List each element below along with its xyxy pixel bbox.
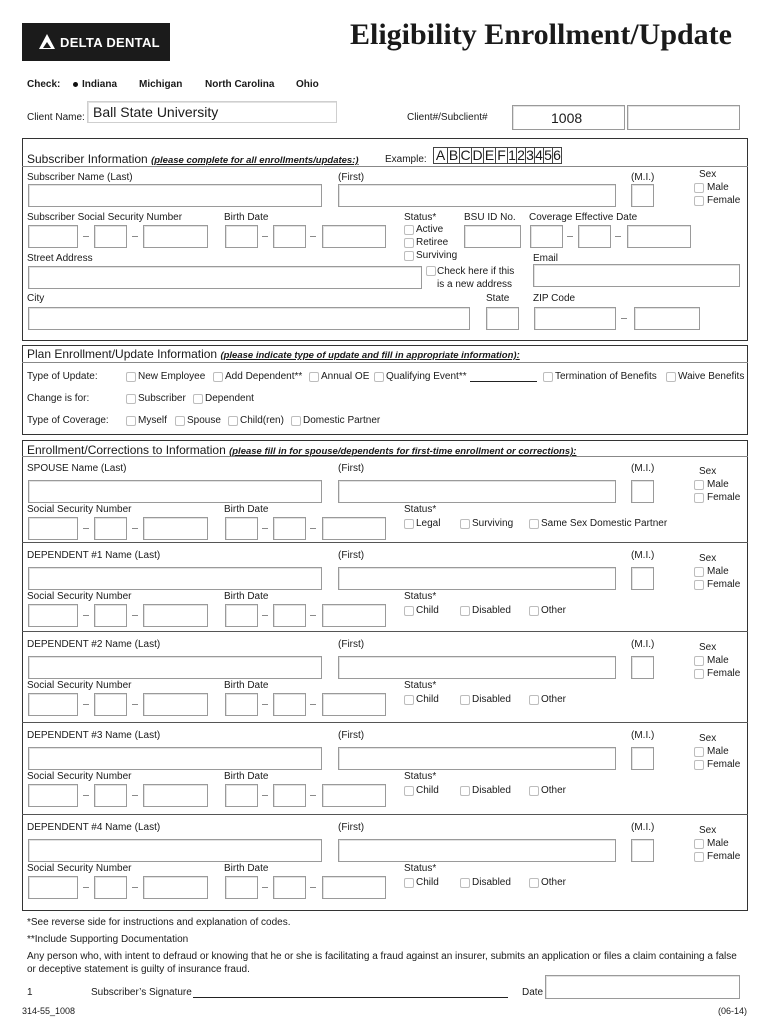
spouse-birth-year[interactable]	[322, 517, 386, 540]
city-label: City	[27, 293, 45, 304]
subscriber-first-name-input[interactable]	[338, 184, 616, 207]
dependent-1-birth-year[interactable]	[322, 604, 386, 627]
spouse-ssn-part3[interactable]	[143, 517, 208, 540]
change-dependent-label: Dependent	[205, 393, 254, 404]
spouse-last-name-input[interactable]	[28, 480, 322, 503]
dependent-2-birth-day[interactable]	[273, 693, 306, 716]
footer-note-documentation: **Include Supporting Documentation	[27, 934, 189, 945]
field-separator	[83, 615, 89, 616]
dependent-3-ssn-part2[interactable]	[94, 784, 127, 807]
dependent-3-last-label: DEPENDENT #3 Name (Last)	[27, 730, 161, 741]
dependent-3-male-checkbox[interactable]	[694, 747, 704, 757]
plan-heading: Plan Enrollment/Update Information (please indicate type of update and fill in appropriate information):	[27, 347, 520, 361]
state-michigan[interactable]: Michigan	[139, 79, 183, 90]
footer-note-codes: *See reverse side for instructions and explanation of codes.	[27, 917, 291, 928]
dependent-2-ssn-part1[interactable]	[28, 693, 78, 716]
coverage-spouse-checkbox[interactable]	[175, 416, 185, 426]
dependent-1-ssn-part2[interactable]	[94, 604, 127, 627]
spouse-status-legal-checkbox[interactable]	[404, 519, 414, 529]
signature-label: Subscriber’s Signature	[91, 987, 192, 998]
revision-code: (06-14)	[718, 1006, 748, 1016]
dependent-1-status-other-checkbox[interactable]	[529, 606, 539, 616]
spouse-mi-label: (M.I.)	[631, 463, 655, 474]
field-separator	[310, 887, 316, 888]
example-char-box: 1	[508, 147, 516, 163]
dependent-1-female-checkbox[interactable]	[694, 580, 704, 590]
example-char-box: D	[472, 147, 483, 163]
field-separator	[132, 704, 138, 705]
bsu-id-input[interactable]	[464, 225, 521, 248]
field-separator	[132, 795, 138, 796]
spouse-status-surviving-checkbox[interactable]	[460, 519, 470, 529]
subscriber-last-name-input[interactable]	[28, 184, 322, 207]
field-separator	[310, 704, 316, 705]
dependent-4-status-disabled-checkbox[interactable]	[460, 878, 470, 888]
status-surviving-checkbox[interactable]	[404, 251, 414, 261]
dependent-4-status-other-label: Other	[541, 877, 567, 888]
dependent-3-ssn-part1[interactable]	[28, 784, 78, 807]
dependent-2-male-label: Male	[707, 655, 729, 666]
field-separator	[310, 615, 316, 616]
subscriber-sex-label: Sex	[699, 169, 717, 180]
dependent-1-mi-input[interactable]	[631, 567, 654, 590]
dependent-3-status-disabled-label: Disabled	[472, 785, 511, 796]
example-char-box: F	[495, 147, 508, 164]
dependent-3-female-label: Female	[707, 759, 741, 770]
spouse-status-same-sex-partner-checkbox[interactable]	[529, 519, 539, 529]
subscriber-female-checkbox[interactable]	[694, 196, 704, 206]
spouse-mi-input[interactable]	[631, 480, 654, 503]
dependent-3-first-name-input[interactable]	[338, 747, 616, 770]
dependent-1-birth-month[interactable]	[225, 604, 258, 627]
dependent-2-status-disabled-checkbox[interactable]	[460, 695, 470, 705]
dependent-2-ssn-part2[interactable]	[94, 693, 127, 716]
coverage-date-label: Coverage Effective Date	[529, 212, 638, 223]
block-divider	[22, 631, 748, 632]
field-separator	[310, 528, 316, 529]
dependent-1-birth-day[interactable]	[273, 604, 306, 627]
annual-oe-checkbox[interactable]	[309, 372, 319, 382]
dependent-4-mi-label: (M.I.)	[631, 822, 655, 833]
delta-dental-logo	[22, 23, 170, 61]
dependent-4-mi-input[interactable]	[631, 839, 654, 862]
example-char-box: A	[433, 147, 448, 164]
spouse-ssn-label: Social Security Number	[27, 504, 132, 515]
field-separator	[132, 887, 138, 888]
spouse-male-checkbox[interactable]	[694, 480, 704, 490]
dependent-3-status-other-label: Other	[541, 785, 567, 796]
dependent-4-birth-label: Birth Date	[224, 863, 269, 874]
type-of-coverage-label: Type of Coverage:	[27, 415, 109, 426]
dependent-4-ssn-part1[interactable]	[28, 876, 78, 899]
dependent-4-status-other-checkbox[interactable]	[529, 878, 539, 888]
coverage-month[interactable]	[530, 225, 563, 248]
subscriber-male-checkbox[interactable]	[694, 183, 704, 193]
dependent-3-ssn-part3[interactable]	[143, 784, 208, 807]
coverage-myself-checkbox[interactable]	[126, 416, 136, 426]
dependent-2-status-child-label: Child	[416, 694, 439, 705]
dependent-2-female-checkbox[interactable]	[694, 669, 704, 679]
subscriber-birth-label: Birth Date	[224, 212, 269, 223]
change-for-label: Change is for:	[27, 393, 90, 404]
dependent-1-status-disabled-checkbox[interactable]	[460, 606, 470, 616]
new-employee-checkbox[interactable]	[126, 372, 136, 382]
dependent-3-female-checkbox[interactable]	[694, 760, 704, 770]
coverage-spouse-label: Spouse	[187, 415, 221, 426]
new-address-checkbox[interactable]	[426, 266, 436, 276]
dependent-3-birth-year[interactable]	[322, 784, 386, 807]
dependent-3-status-child-label: Child	[416, 785, 439, 796]
dependent-1-status-child-label: Child	[416, 605, 439, 616]
fraud-statement-line1: Any person who, with intent to defraud or knowing that he or she is facilitating a fraud against an insurer, submits an application or files a claim containing a false	[27, 951, 737, 962]
coverage-myself-label: Myself	[138, 415, 167, 426]
qualifying-event-line[interactable]	[470, 381, 537, 382]
example-char-box: 5	[544, 147, 552, 163]
dependent-1-status-disabled-label: Disabled	[472, 605, 511, 616]
example-char-box: E	[484, 147, 495, 163]
example-char-box: C	[460, 147, 471, 163]
example-char-box: B	[448, 147, 459, 163]
logo-text: DELTA DENTAL	[60, 35, 160, 50]
subscriber-male-label: Male	[707, 182, 729, 193]
email-label: Email	[533, 253, 559, 264]
subscriber-birth-day[interactable]	[273, 225, 306, 248]
coverage-children-checkbox[interactable]	[228, 416, 238, 426]
qualifying-event-label: Qualifying Event**	[386, 371, 467, 382]
dependent-3-last-name-input[interactable]	[28, 747, 322, 770]
check-label: Check:	[27, 79, 61, 90]
state-ohio[interactable]: Ohio	[296, 79, 319, 90]
example-char-box: 4	[535, 147, 543, 163]
city-input[interactable]	[28, 307, 470, 330]
spouse-male-label: Male	[707, 479, 729, 490]
dependent-2-last-name-input[interactable]	[28, 656, 322, 679]
subscriber-ssn-part1[interactable]	[28, 225, 78, 248]
dependent-2-mi-input[interactable]	[631, 656, 654, 679]
dependent-4-male-label: Male	[707, 838, 729, 849]
client-name-value: Ball State University	[93, 104, 219, 120]
dependent-2-female-label: Female	[707, 668, 741, 679]
example-char-box: 2	[517, 147, 525, 163]
dependent-4-last-label: DEPENDENT #4 Name (Last)	[27, 822, 161, 833]
dependent-4-birth-day[interactable]	[273, 876, 306, 899]
block-divider	[22, 722, 748, 723]
dependent-4-last-name-input[interactable]	[28, 839, 322, 862]
add-dependent-checkbox[interactable]	[213, 372, 223, 382]
termination-label: Termination of Benefits	[555, 371, 657, 382]
state-label: State	[486, 293, 510, 304]
dependent-3-mi-label: (M.I.)	[631, 730, 655, 741]
subclient-num-field[interactable]	[627, 105, 740, 130]
dependent-4-birth-month[interactable]	[225, 876, 258, 899]
spouse-status-surviving-label: Surviving	[472, 518, 514, 529]
dependent-2-male-checkbox[interactable]	[694, 656, 704, 666]
spouse-sex-label: Sex	[699, 466, 717, 477]
spouse-female-checkbox[interactable]	[694, 493, 704, 503]
coverage-day[interactable]	[578, 225, 611, 248]
dependent-1-status-label: Status*	[404, 591, 437, 602]
qualifying-event-checkbox[interactable]	[374, 372, 384, 382]
dependent-4-sex-label: Sex	[699, 825, 717, 836]
type-of-update-label: Type of Update:	[27, 371, 98, 382]
dependent-4-status-child-label: Child	[416, 877, 439, 888]
dependent-3-ssn-label: Social Security Number	[27, 771, 132, 782]
subscriber-ssn-label: Subscriber Social Security Number	[27, 212, 183, 223]
spouse-first-label: (First)	[338, 463, 365, 474]
dependent-1-birth-label: Birth Date	[224, 591, 269, 602]
selected-state-dot	[73, 82, 78, 87]
example-label: Example:	[385, 154, 427, 165]
spouse-birth-day[interactable]	[273, 517, 306, 540]
dependent-1-male-checkbox[interactable]	[694, 567, 704, 577]
spouse-birth-month[interactable]	[225, 517, 258, 540]
field-separator	[83, 887, 89, 888]
email-input[interactable]	[533, 264, 740, 287]
dependent-4-status-disabled-label: Disabled	[472, 877, 511, 888]
block-divider	[22, 542, 748, 543]
field-separator	[262, 887, 268, 888]
form-code: 314-55_1008	[22, 1006, 76, 1016]
waive-benefits-label: Waive Benefits	[678, 371, 745, 382]
client-num-label: Client#/Subclient#	[407, 112, 488, 123]
field-separator	[83, 528, 89, 529]
status-active-checkbox[interactable]	[404, 225, 414, 235]
dependent-2-status-disabled-label: Disabled	[472, 694, 511, 705]
coverage-year[interactable]	[627, 225, 691, 248]
dependent-1-last-label: DEPENDENT #1 Name (Last)	[27, 550, 161, 561]
street-label: Street Address	[27, 253, 93, 264]
dependent-2-birth-year[interactable]	[322, 693, 386, 716]
dependent-2-first-name-input[interactable]	[338, 656, 616, 679]
new-address-label-2: is a new address	[437, 279, 513, 290]
coverage-domestic-partner-label: Domestic Partner	[303, 415, 381, 426]
change-subscriber-label: Subscriber	[138, 393, 186, 404]
enrollment-heading: Enrollment/Corrections to Information (please fill in for spouse/dependents for first-time enrollment or corrections):	[27, 443, 577, 457]
dependent-2-last-label: DEPENDENT #2 Name (Last)	[27, 639, 161, 650]
zip-input[interactable]	[534, 307, 616, 330]
dependent-3-birth-day[interactable]	[273, 784, 306, 807]
dependent-1-female-label: Female	[707, 579, 741, 590]
zip4-input[interactable]	[634, 307, 700, 330]
dependent-3-status-label: Status*	[404, 771, 437, 782]
client-name-label: Client Name:	[27, 112, 85, 123]
bsu-id-label: BSU ID No.	[464, 212, 516, 223]
dependent-3-birth-label: Birth Date	[224, 771, 269, 782]
add-dependent-label: Add Dependent**	[225, 371, 303, 382]
block-divider	[22, 814, 748, 815]
subscriber-ssn-part2[interactable]	[94, 225, 127, 248]
dependent-3-birth-month[interactable]	[225, 784, 258, 807]
dependent-1-ssn-label: Social Security Number	[27, 591, 132, 602]
client-num-value: 1008	[551, 110, 583, 126]
dependent-2-sex-label: Sex	[699, 642, 717, 653]
example-char-box: 3	[526, 147, 534, 163]
dependent-1-ssn-part1[interactable]	[28, 604, 78, 627]
dependent-4-ssn-label: Social Security Number	[27, 863, 132, 874]
subscriber-ssn-part3[interactable]	[143, 225, 208, 248]
page-title: Eligibility Enrollment/Update	[350, 18, 732, 51]
subscriber-status-label: Status*	[404, 212, 437, 223]
dependent-1-status-other-label: Other	[541, 605, 567, 616]
dependent-1-status-child-checkbox[interactable]	[404, 606, 414, 616]
example-char-box: 6	[553, 147, 561, 163]
spouse-status-same-sex-partner-label: Same Sex Domestic Partner	[541, 518, 668, 529]
subscriber-mi-input[interactable]	[631, 184, 654, 207]
new-address-label-1: Check here if this	[437, 266, 515, 277]
dependent-3-male-label: Male	[707, 746, 729, 757]
subscriber-heading: Subscriber Information (please complete for all enrollments/updates:)	[27, 152, 359, 166]
field-separator	[83, 795, 89, 796]
subscriber-birth-month[interactable]	[225, 225, 258, 248]
dependent-1-ssn-part3[interactable]	[143, 604, 208, 627]
dependent-2-ssn-part3[interactable]	[143, 693, 208, 716]
dependent-4-birth-year[interactable]	[322, 876, 386, 899]
dependent-3-first-label: (First)	[338, 730, 365, 741]
street-address-input[interactable]	[28, 266, 422, 289]
subscriber-mi-label: (M.I.)	[631, 172, 655, 183]
change-dependent-checkbox[interactable]	[193, 394, 203, 404]
state-north-carolina[interactable]: North Carolina	[205, 79, 275, 90]
new-employee-label: New Employee	[138, 371, 206, 382]
zip-label: ZIP Code	[533, 293, 576, 304]
subscriber-first-label: (First)	[338, 172, 365, 183]
subscriber-last-label: Subscriber Name (Last)	[27, 172, 133, 183]
annual-oe-label: Annual OE	[321, 371, 370, 382]
dependent-3-sex-label: Sex	[699, 733, 717, 744]
field-separator	[83, 704, 89, 705]
dependent-2-mi-label: (M.I.)	[631, 639, 655, 650]
dependent-4-ssn-part3[interactable]	[143, 876, 208, 899]
dependent-1-mi-label: (M.I.)	[631, 550, 655, 561]
dependent-2-status-other-checkbox[interactable]	[529, 695, 539, 705]
field-separator	[262, 528, 268, 529]
waive-benefits-checkbox[interactable]	[666, 372, 676, 382]
date-label: Date	[522, 987, 544, 998]
termination-checkbox[interactable]	[543, 372, 553, 382]
spouse-first-name-input[interactable]	[338, 480, 616, 503]
dependent-3-status-child-checkbox[interactable]	[404, 786, 414, 796]
field-separator	[310, 795, 316, 796]
state-indiana[interactable]: Indiana	[82, 79, 118, 90]
spouse-status-legal-label: Legal	[416, 518, 441, 529]
status-surviving-label: Surviving	[416, 250, 458, 261]
spouse-status-label: Status*	[404, 504, 437, 515]
subscriber-birth-year[interactable]	[322, 225, 386, 248]
dependent-1-first-label: (First)	[338, 550, 365, 561]
dependent-3-mi-input[interactable]	[631, 747, 654, 770]
status-retiree-checkbox[interactable]	[404, 238, 414, 248]
dependent-2-birth-month[interactable]	[225, 693, 258, 716]
dependent-4-first-label: (First)	[338, 822, 365, 833]
dependent-2-ssn-label: Social Security Number	[27, 680, 132, 691]
page-number: 1	[27, 987, 33, 998]
dependent-4-male-checkbox[interactable]	[694, 839, 704, 849]
dependent-1-sex-label: Sex	[699, 553, 717, 564]
change-subscriber-checkbox[interactable]	[126, 394, 136, 404]
dependent-4-status-child-checkbox[interactable]	[404, 878, 414, 888]
dependent-1-first-name-input[interactable]	[338, 567, 616, 590]
field-separator	[262, 795, 268, 796]
signature-date-input[interactable]	[545, 975, 740, 999]
dependent-4-female-label: Female	[707, 851, 741, 862]
dependent-1-last-name-input[interactable]	[28, 567, 322, 590]
fraud-statement-line2: or deceptive statement is guilty of insurance fraud.	[27, 964, 250, 975]
spouse-female-label: Female	[707, 492, 741, 503]
spouse-birth-label: Birth Date	[224, 504, 269, 515]
state-input[interactable]	[486, 307, 519, 330]
dependent-1-male-label: Male	[707, 566, 729, 577]
dependent-4-status-label: Status*	[404, 863, 437, 874]
signature-line[interactable]	[193, 997, 508, 998]
field-separator	[132, 528, 138, 529]
dependent-2-first-label: (First)	[338, 639, 365, 650]
field-separator	[132, 615, 138, 616]
status-active-label: Active	[416, 224, 444, 235]
coverage-domestic-partner-checkbox[interactable]	[291, 416, 301, 426]
dependent-2-status-label: Status*	[404, 680, 437, 691]
field-separator	[262, 615, 268, 616]
field-separator	[262, 704, 268, 705]
dependent-4-female-checkbox[interactable]	[694, 852, 704, 862]
dependent-2-status-child-checkbox[interactable]	[404, 695, 414, 705]
status-retiree-label: Retiree	[416, 237, 449, 248]
spouse-last-label: SPOUSE Name (Last)	[27, 463, 127, 474]
spouse-ssn-part2[interactable]	[94, 517, 127, 540]
dependent-3-status-other-checkbox[interactable]	[529, 786, 539, 796]
dependent-2-status-other-label: Other	[541, 694, 567, 705]
dependent-4-ssn-part2[interactable]	[94, 876, 127, 899]
subscriber-female-label: Female	[707, 195, 741, 206]
dependent-3-status-disabled-checkbox[interactable]	[460, 786, 470, 796]
spouse-ssn-part1[interactable]	[28, 517, 78, 540]
coverage-children-label: Child(ren)	[240, 415, 284, 426]
dependent-4-first-name-input[interactable]	[338, 839, 616, 862]
dependent-2-birth-label: Birth Date	[224, 680, 269, 691]
